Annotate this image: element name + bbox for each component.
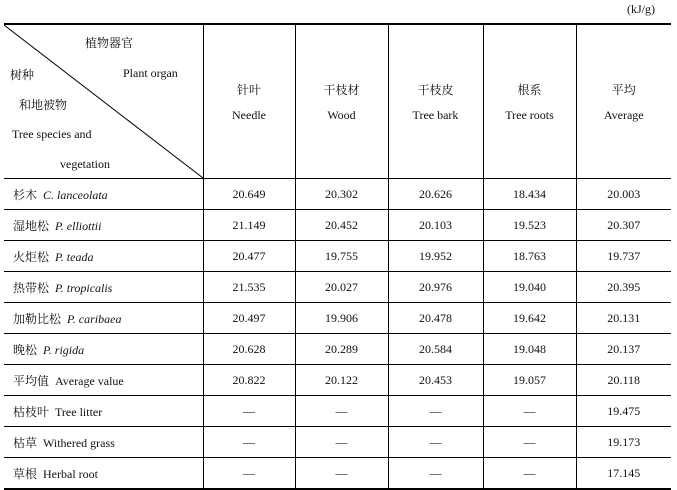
table-cell: 19.952	[388, 241, 483, 272]
row-label	[4, 303, 203, 334]
table-cell: 20.118	[576, 365, 671, 396]
table-cell: 20.137	[576, 334, 671, 365]
table-cell: 20.478	[388, 303, 483, 334]
row-label	[4, 365, 203, 396]
column-header	[203, 24, 295, 179]
table-cell: —	[295, 427, 388, 458]
table-cell: 21.535	[203, 272, 295, 303]
table-cell: —	[483, 396, 576, 427]
table-row	[4, 179, 671, 210]
table-cell: 20.122	[295, 365, 388, 396]
table-cell: 19.642	[483, 303, 576, 334]
species-label-zh-2: 和地被物	[19, 98, 68, 112]
column-header-zh: 干枝材	[323, 82, 360, 97]
column-header	[483, 24, 576, 179]
row-label	[4, 396, 203, 427]
table-cell: 20.628	[203, 334, 295, 365]
row-label-zh: 热带松	[13, 280, 50, 295]
table-cell: —	[388, 427, 483, 458]
table-cell: 17.145	[576, 458, 671, 490]
table-cell: 20.822	[203, 365, 295, 396]
table-row	[4, 334, 671, 365]
table-cell: 20.649	[203, 179, 295, 210]
table-cell: —	[483, 427, 576, 458]
table-cell: 21.149	[203, 210, 295, 241]
column-header-zh: 平均	[611, 82, 636, 97]
table-cell: —	[483, 458, 576, 490]
organ-label-zh: 植物器官	[85, 36, 134, 50]
table-cell: 19.523	[483, 210, 576, 241]
table-cell: 20.626	[388, 179, 483, 210]
table-row	[4, 272, 671, 303]
table-row	[4, 427, 671, 458]
table-cell: 19.040	[483, 272, 576, 303]
table-row	[4, 210, 671, 241]
table-cell: 19.906	[295, 303, 388, 334]
species-label-zh-1: 树种	[10, 68, 35, 82]
table-cell: —	[203, 427, 295, 458]
row-label-en: Herbal root	[43, 466, 98, 481]
organ-label-en: Plant organ	[123, 66, 178, 80]
table-cell: 18.434	[483, 179, 576, 210]
table-cell: 20.131	[576, 303, 671, 334]
table-row	[4, 241, 671, 272]
table-cell: 19.173	[576, 427, 671, 458]
table-cell: —	[295, 458, 388, 490]
table-row	[4, 458, 671, 490]
table-cell: 20.497	[203, 303, 295, 334]
column-header-en: Average	[603, 107, 644, 122]
table-cell: 20.027	[295, 272, 388, 303]
table-cell: 20.307	[576, 210, 671, 241]
column-header	[295, 24, 388, 179]
row-label	[4, 427, 203, 458]
header-row	[4, 24, 671, 179]
table-cell: 19.755	[295, 241, 388, 272]
row-label-en: P. elliottii	[55, 218, 102, 233]
column-header-en: Tree bark	[412, 107, 459, 122]
column-header-zh: 根系	[517, 82, 542, 97]
row-label	[4, 210, 203, 241]
row-label-zh: 加勒比松	[13, 311, 62, 326]
table-cell: —	[388, 396, 483, 427]
table-cell: —	[203, 396, 295, 427]
column-header-en: Tree roots	[505, 107, 554, 122]
row-label-zh: 晚松	[13, 342, 38, 357]
table-cell: 19.048	[483, 334, 576, 365]
table-cell: 20.103	[388, 210, 483, 241]
row-label-zh: 湿地松	[13, 218, 50, 233]
row-label-en: P. rigida	[43, 342, 85, 357]
table-cell: 20.976	[388, 272, 483, 303]
row-label-en: Tree litter	[55, 404, 103, 419]
row-label-zh: 草根	[13, 466, 38, 481]
row-label-en: C. lanceolata	[43, 187, 108, 202]
row-label	[4, 179, 203, 210]
column-header-zh: 针叶	[236, 82, 261, 97]
table-cell: 20.302	[295, 179, 388, 210]
table-cell: 19.737	[576, 241, 671, 272]
table-cell: 20.003	[576, 179, 671, 210]
row-label	[4, 334, 203, 365]
row-label-zh: 火炬松	[13, 249, 50, 264]
column-header-zh: 干枝皮	[417, 82, 454, 97]
table-cell: 20.289	[295, 334, 388, 365]
row-label-en: Withered grass	[43, 435, 115, 450]
table-cell: 20.453	[388, 365, 483, 396]
row-label-zh: 枯草	[13, 435, 38, 450]
table-cell: 20.584	[388, 334, 483, 365]
corner-header	[4, 24, 203, 179]
row-label-zh: 枯枝叶	[13, 404, 50, 419]
row-label-en: P. caribaea	[67, 311, 122, 326]
species-label-en-2: vegetation	[60, 157, 110, 171]
table-row	[4, 365, 671, 396]
column-header	[388, 24, 483, 179]
table-cell: —	[388, 458, 483, 490]
table-cell: —	[203, 458, 295, 490]
table-cell: 19.057	[483, 365, 576, 396]
row-label-zh: 杉木	[13, 187, 38, 202]
species-label-en-1: Tree species and	[12, 127, 92, 141]
table-cell: 20.452	[295, 210, 388, 241]
row-label	[4, 241, 203, 272]
row-label-en: P. tropicalis	[55, 280, 113, 295]
row-label	[4, 458, 203, 490]
table-row	[4, 303, 671, 334]
unit-label: (kJ/g)	[627, 2, 655, 16]
table-cell: —	[295, 396, 388, 427]
table-cell: 19.475	[576, 396, 671, 427]
column-header-en: Needle	[232, 107, 266, 122]
row-label-en: Average value	[55, 373, 124, 388]
column-header-en: Wood	[327, 107, 356, 122]
row-label-en: P. teada	[55, 249, 94, 264]
energy-table	[4, 23, 671, 490]
table-row	[4, 396, 671, 427]
table-cell: 18.763	[483, 241, 576, 272]
column-header	[576, 24, 671, 179]
row-label	[4, 272, 203, 303]
table-cell: 20.395	[576, 272, 671, 303]
row-label-zh: 平均值	[13, 373, 50, 388]
table-cell: 20.477	[203, 241, 295, 272]
